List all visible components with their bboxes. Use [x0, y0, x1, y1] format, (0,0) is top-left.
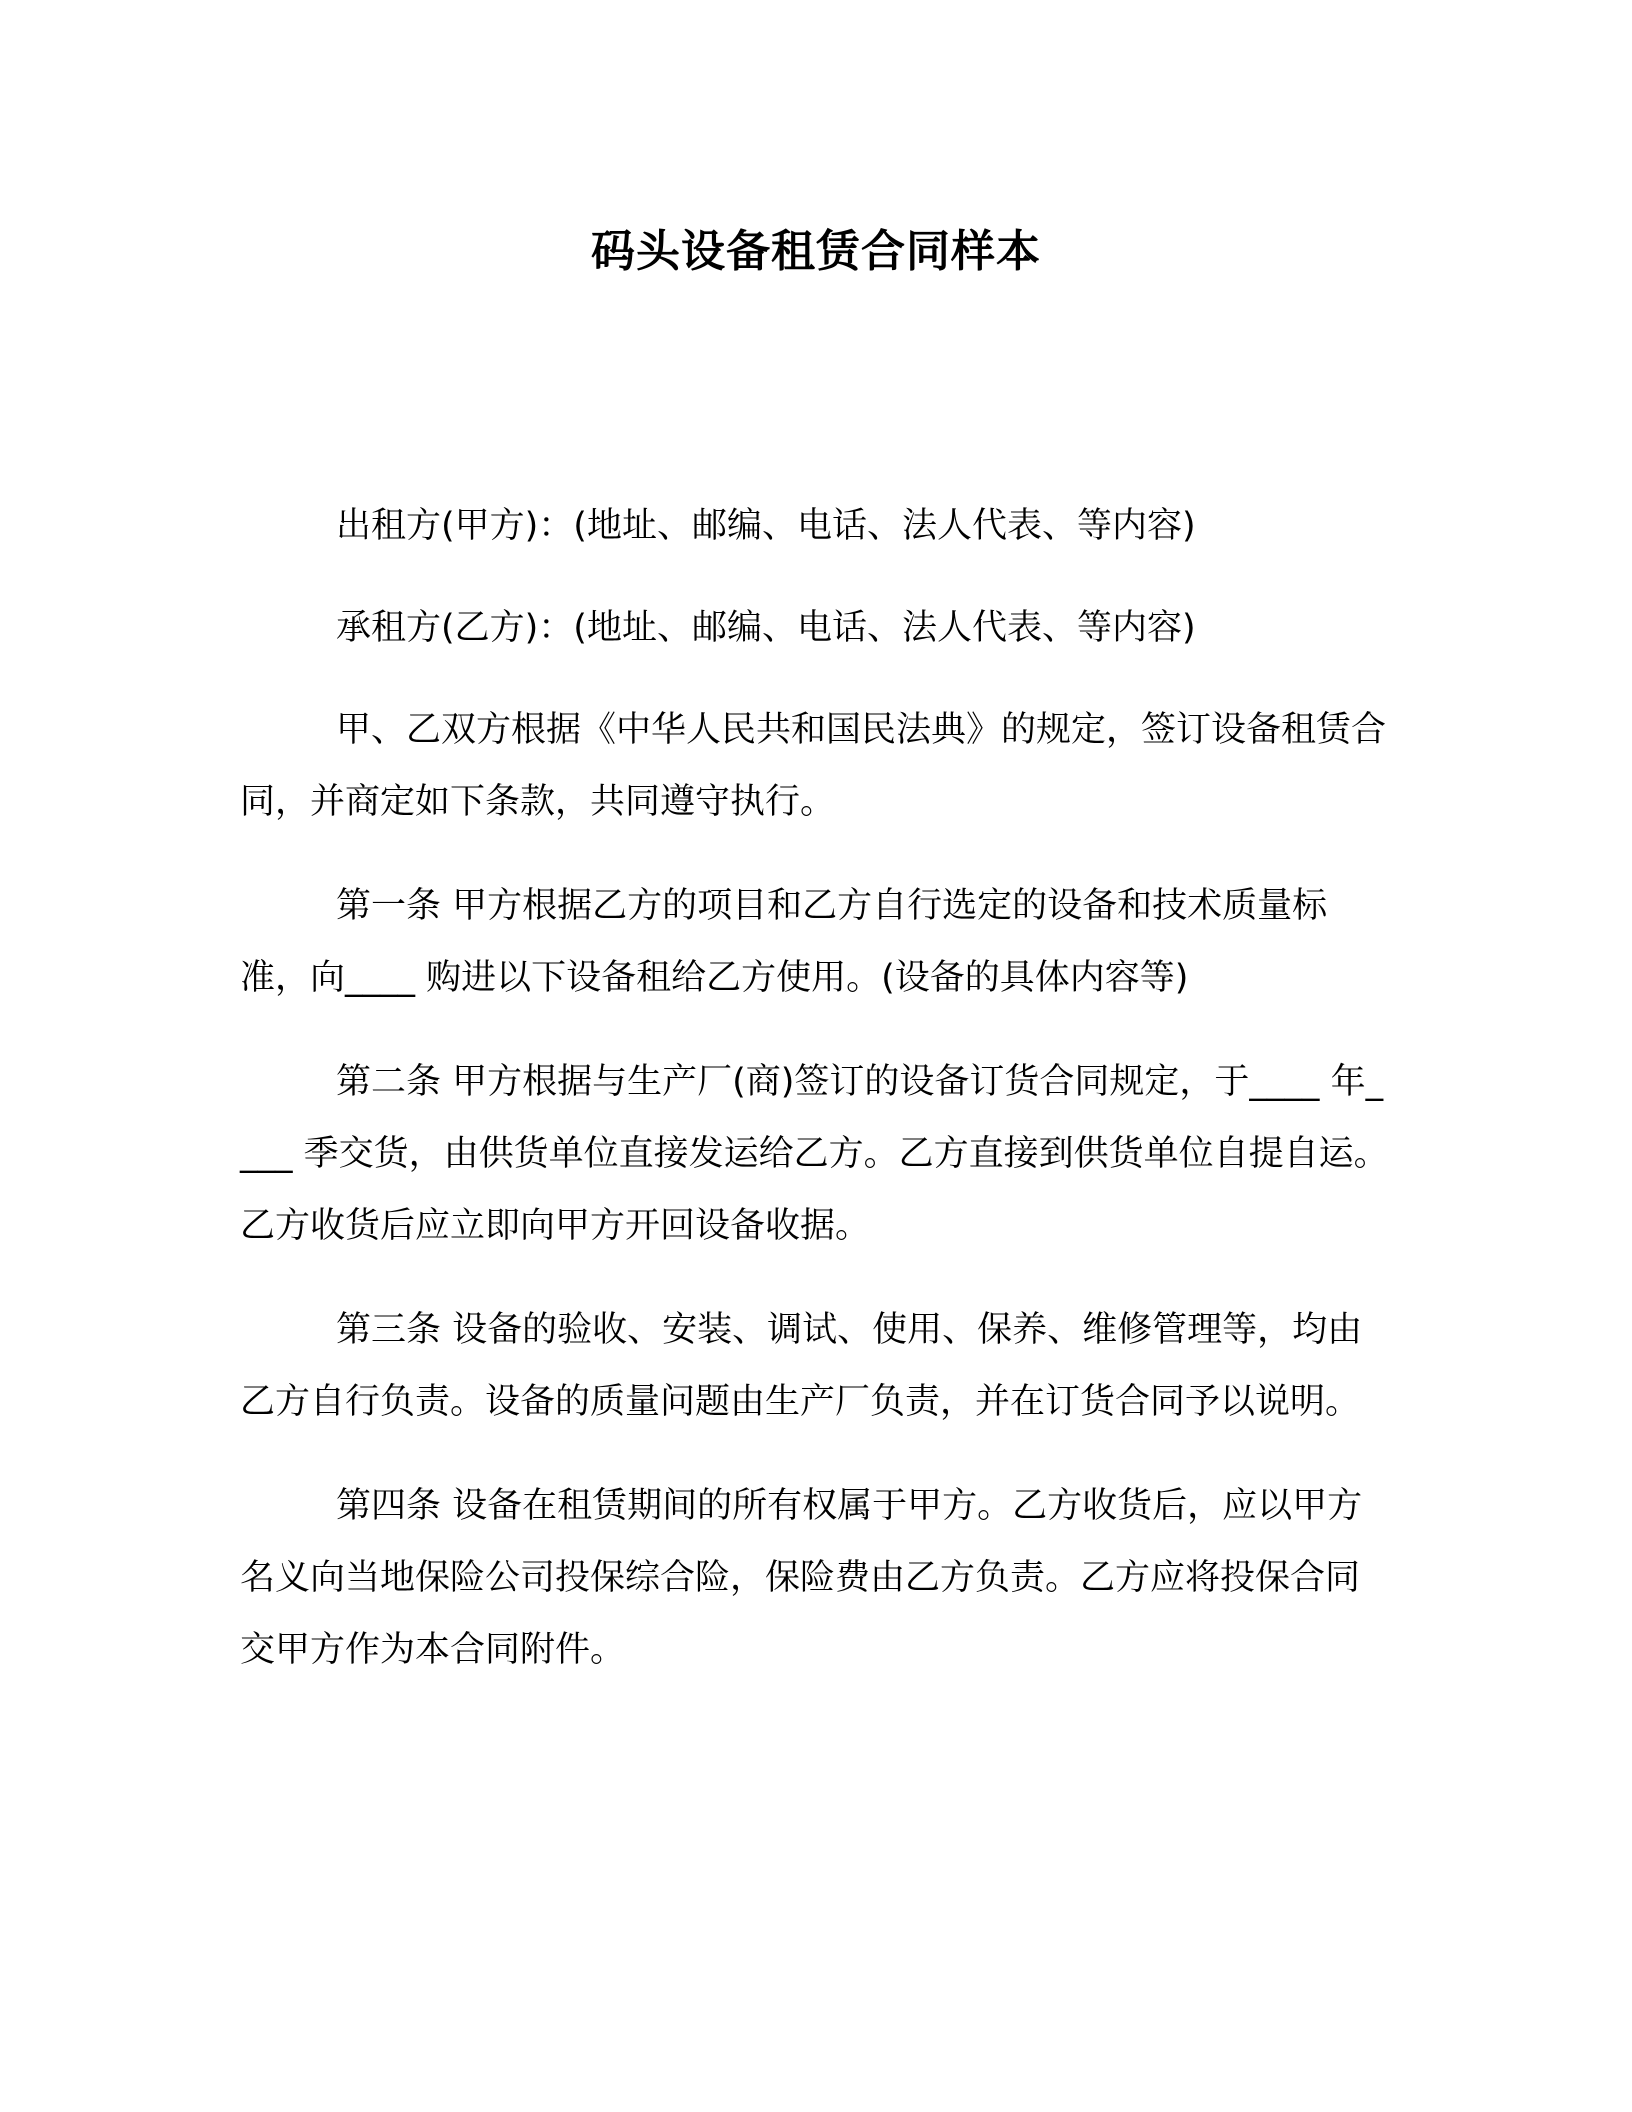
- lessee-paragraph: 承租方(乙方)：(地址、邮编、电话、法人代表、等内容): [336, 608, 1196, 648]
- document-title: 码头设备租赁合同样本: [591, 226, 1041, 277]
- article-3-paragraph: 第三条 设备的验收、安装、调试、使用、保养、维修管理等，均由乙方自行负责。设备的质量问题由生产厂负责，并在订货合同予以说明。: [240, 1310, 1363, 1422]
- preamble-paragraph: 甲、乙双方根据《中华人民共和国民法典》的规定，签订设备租赁合同，并商定如下条款，共同遵守执行。: [240, 710, 1387, 822]
- article-2-paragraph: 第二条 甲方根据与生产厂(商)签订的设备订货合同规定，于____ 年____ 季交货，由供货单位直接发运给乙方。乙方直接到供货单位自提自运。乙方收货后应立即向甲方开回设备收据。: [240, 1062, 1389, 1246]
- lessor-paragraph: 出租方(甲方)：(地址、邮编、电话、法人代表、等内容): [336, 506, 1196, 546]
- article-4-paragraph: 第四条 设备在租赁期间的所有权属于甲方。乙方收货后，应以甲方名义向当地保险公司投保综合险，保险费由乙方负责。乙方应将投保合同交甲方作为本合同附件。: [240, 1486, 1363, 1670]
- document-body: [240, 490, 1390, 1718]
- article-1-paragraph: 第一条 甲方根据乙方的项目和乙方自行选定的设备和技术质量标准，向____ 购进以下设备租给乙方使用。(设备的具体内容等): [240, 886, 1328, 998]
